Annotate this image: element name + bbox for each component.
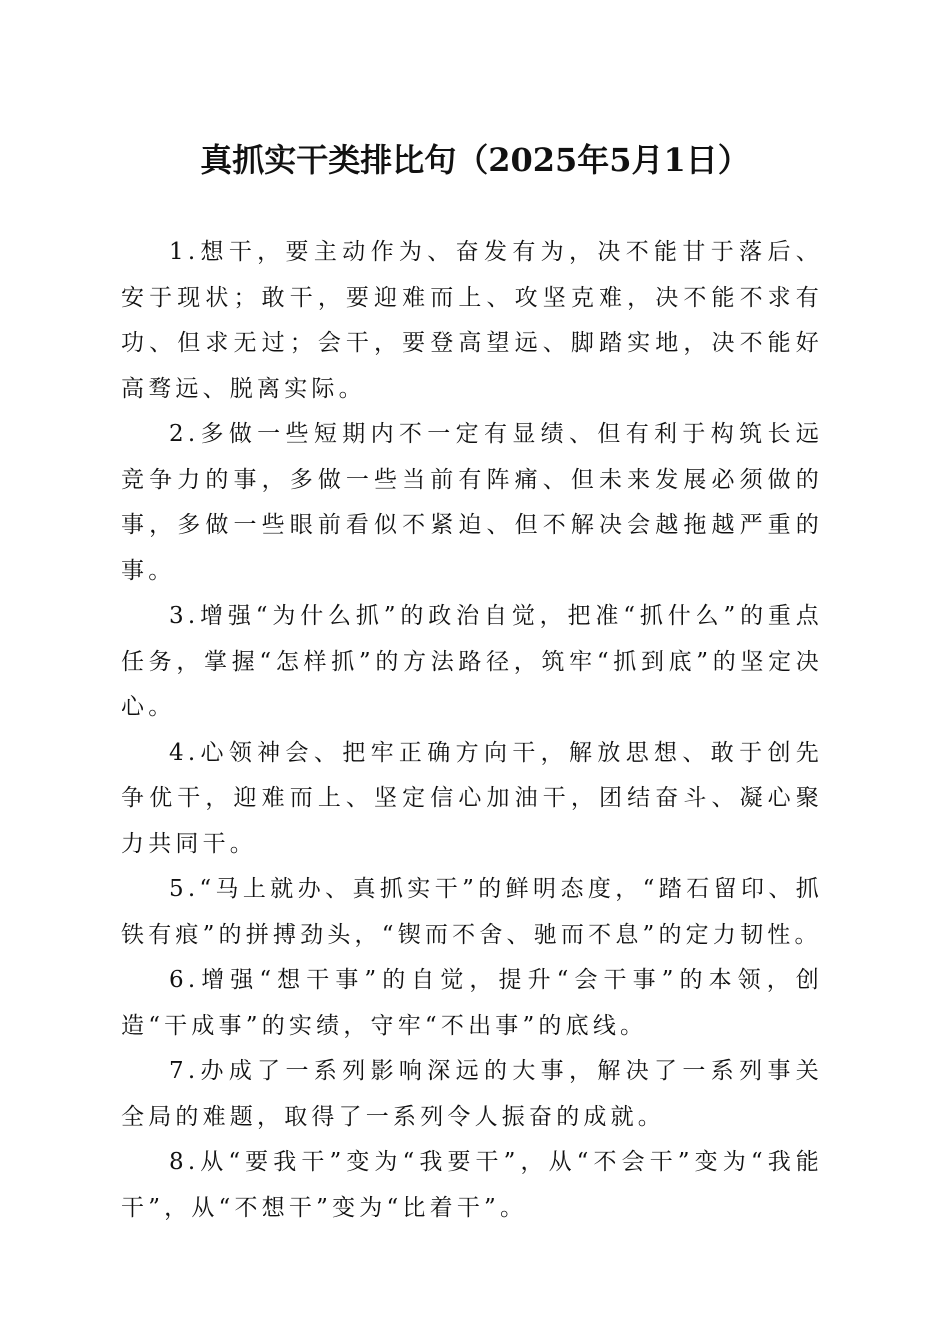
paragraph-8: 8.从“要我干”变为“我要干”，从“不会干”变为“我能干”，从“不想干”变为“比着干”。: [121, 1149, 823, 1221]
paragraph-1: 1.想干，要主动作为、奋发有为，决不能甘于落后、安于现状；敢干，要迎难而上、攻坚克难，决不能不求有功、但求无过；会干，要登高望远、脚踏实地，决不能好高骛远、脱离实际。: [121, 239, 823, 402]
paragraph-2: 2.多做一些短期内不一定有显绩、但有利于构筑长远竞争力的事，多做一些当前有阵痛、但未来发展必须做的事，多做一些眼前看似不紧迫、但不解决会越拖越严重的事。: [121, 421, 823, 584]
paragraph-5: 5.“马上就办、真抓实干”的鲜明态度，“踏石留印、抓铁有痕”的拼搏劲头，“锲而不舍、驰而不息”的定力韧性。: [121, 876, 823, 948]
paragraph-6: 6.增强“想干事”的自觉，提升“会干事”的本领，创造“干成事”的实绩，守牢“不出事”的底线。: [121, 967, 823, 1039]
paragraph-7: 7.办成了一系列影响深远的大事，解决了一系列事关全局的难题，取得了一系列令人振奋的成就。: [121, 1058, 823, 1130]
paragraph-4: 4.心领神会、把牢正确方向干，解放思想、敢于创先争优干，迎难而上、坚定信心加油干，团结奋斗、凝心聚力共同干。: [121, 739, 823, 857]
page-title: 真抓实干类排比句（2025年5月1日）: [200, 141, 750, 179]
document-body: [121, 230, 823, 1231]
paragraph-3: 3.增强“为什么抓”的政治自觉，把准“抓什么”的重点任务，掌握“怎样抓”的方法路径，筑牢“抓到底”的坚定决心。: [121, 603, 823, 720]
